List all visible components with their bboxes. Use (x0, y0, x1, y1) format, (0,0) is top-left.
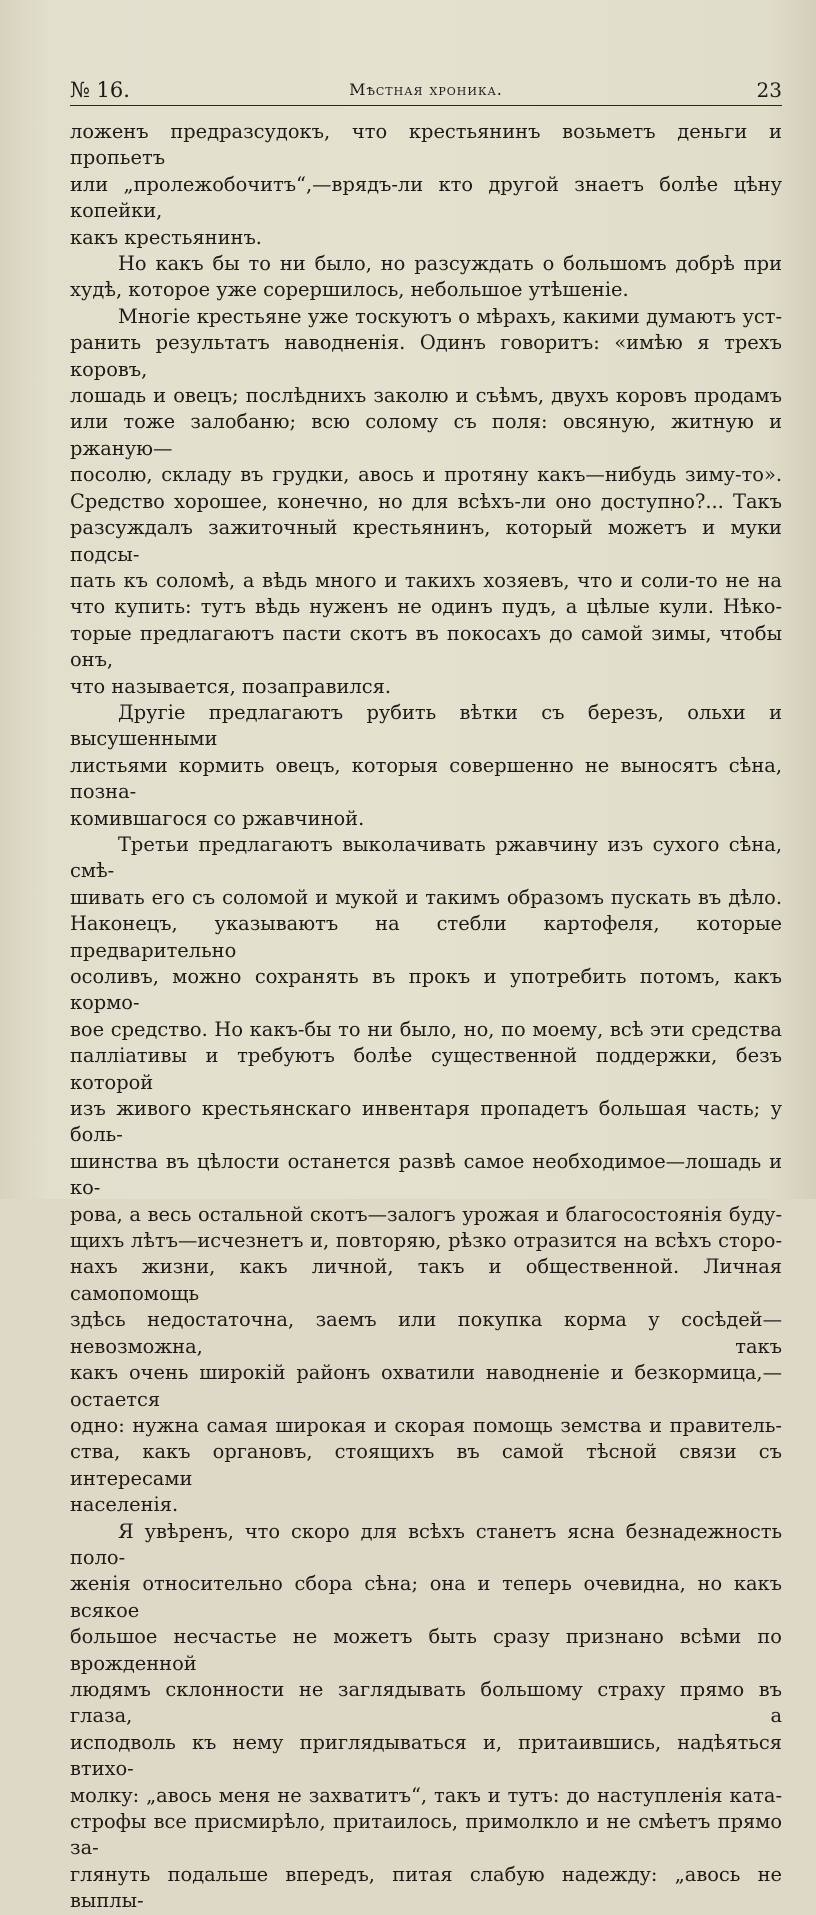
text-line: большое несчастье не можетъ быть сразу признано всѣми по врожденной (70, 1625, 782, 1675)
text-line: людямъ склонности не заглядывать большому страху прямо въ глаза, а (70, 1677, 782, 1728)
text-line: щихъ лѣтъ—исчезнетъ и, повторяю, рѣзко отразится на всѣхъ сторо- (70, 1229, 782, 1253)
text-line: Другіе предлагаютъ рубить вѣтки съ березъ, ольхи и высушенными (70, 700, 782, 751)
text-line: что купить: тутъ вѣдь нуженъ не одинъ пудъ, а цѣлые кули. Нѣко- (70, 595, 782, 619)
text-line: глянуть подальше впередъ, питая слабую надежду: „авось не выплы- (70, 1862, 782, 1913)
header-rule (70, 105, 782, 106)
text-line: или „пролежобочитъ“,—врядъ-ли кто другой знаетъ болѣе цѣну копейки, (70, 172, 782, 223)
text-line: какъ крестьянинъ. (70, 225, 262, 249)
running-header (70, 78, 782, 106)
text-line: здѣсь недостаточна, заемъ или покупка корма у сосѣдей—невозможна, такъ (70, 1308, 782, 1358)
text-line: ства, какъ органовъ, стоящихъ въ самой тѣсной связи съ интересами (70, 1440, 782, 1490)
section-title: Мѣстная хроника. (349, 80, 503, 99)
text-line: Но какъ бы то ни было, но разсуждать о большомъ добрѣ при (118, 252, 782, 276)
text-line: палліативы и требуютъ болѣе существенной поддержки, безъ которой (70, 1044, 782, 1094)
body-text (70, 119, 782, 1915)
text-line: какъ очень широкій районъ охватили наводненіе и безкормица,—остается (70, 1361, 782, 1411)
text-line: комившагося со ржавчиной. (70, 806, 365, 830)
text-line: вое средство. Но какъ-бы то ни было, но, по моему, всѣ эти средства (70, 1017, 782, 1041)
page-number: 23 (756, 78, 782, 102)
text-line: Многіе крестьяне уже тоскуютъ о мѣрахъ, какими думаютъ уст- (118, 304, 782, 328)
text-line: молку: „авось меня не захватитъ“, такъ и тутъ: до наступленія ката- (70, 1783, 782, 1807)
text-line: женія относительно сбора сѣна; она и теперь очевидна, но какъ всякое (70, 1572, 782, 1622)
issue-number: № 16. (70, 78, 130, 102)
text-line: осоливъ, можно сохранять въ прокъ и употребить потомъ, какъ кормо- (70, 965, 782, 1015)
text-line: нахъ жизни, какъ личной, такъ и общественной. Личная самопомощь (70, 1255, 782, 1305)
text-line: худѣ, которое уже сорершилось, небольшое утѣшеніе. (70, 278, 629, 302)
text-line: листьями кормить овецъ, которыя совершенно не выносятъ сѣна, позна- (70, 753, 782, 804)
text-line: Я увѣренъ, что скоро для всѣхъ станетъ ясна безнадежность поло- (70, 1519, 782, 1569)
text-line: что называется, позаправился. (70, 674, 392, 698)
text-line: одно: нужна самая широкая и скорая помощь земства и правитель- (70, 1413, 782, 1437)
text-line: Средство хорошее, конечно, но для всѣхъ-ли оно доступно?... Такъ (70, 489, 782, 513)
text-line: Третьи предлагаютъ выколачивать ржавчину изъ сухого сѣна, смѣ- (70, 832, 782, 883)
text-line: посолю, складу въ грудки, авось и протяну какъ—нибудь зиму-то». (70, 463, 782, 487)
text-line: строфы все присмирѣло, притаилось, примолкло и не смѣетъ прямо за- (70, 1810, 782, 1860)
text-line: Наконецъ, указываютъ на стебли картофеля, которые предварительно (70, 912, 782, 962)
text-line: ранить результатъ наводненія. Одинъ говоритъ: «имѣю я трехъ коровъ, (70, 331, 782, 381)
text-line: исподволь къ нему приглядываться и, притаившись, надѣяться втихо- (70, 1730, 782, 1781)
text-line: населенія. (70, 1493, 179, 1517)
text-line: рова, а весь остальной скотъ—залогъ урожая и благосостоянія буду- (70, 1202, 782, 1226)
text-line: изъ живого крестьянскаго инвентаря пропадетъ большая часть; у боль- (70, 1097, 782, 1147)
text-line: лошадь и овецъ; послѣднихъ заколю и съѣмъ, двухъ коровъ продамъ (70, 384, 782, 408)
text-line: шинства въ цѣлости останется развѣ самое необходимое—лошадь и ко- (70, 1149, 782, 1200)
text-line: шивать его съ соломой и мукой и такимъ образомъ пускать въ дѣло. (70, 885, 782, 909)
text-line: ложенъ предразсудокъ, что крестьянинъ возьметъ деньги и пропьетъ (70, 120, 782, 170)
text-line: разсуждалъ зажиточный крестьянинъ, который можетъ и муки подсы- (70, 516, 782, 566)
text-line: или тоже залобаню; всю солому съ поля: овсяную, житную и ржаную— (70, 410, 782, 460)
text-line: пать къ соломѣ, а вѣдь много и такихъ хозяевъ, что и соли-то не на (70, 568, 782, 592)
text-line: торые предлагаютъ пасти скотъ въ покосахъ до самой зимы, чтобы онъ, (70, 621, 782, 672)
